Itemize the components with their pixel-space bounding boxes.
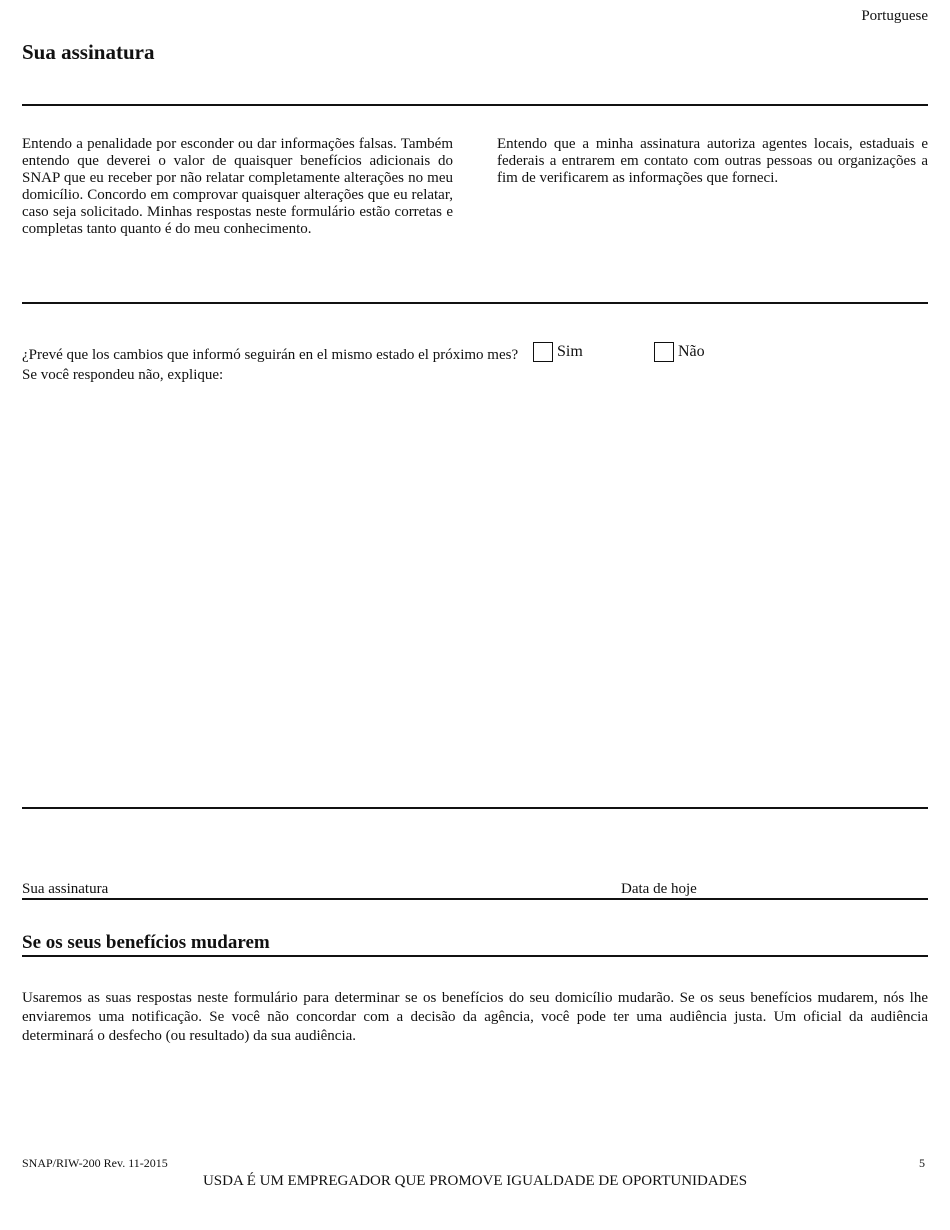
page-title: Sua assinatura (22, 40, 155, 64)
date-field[interactable] (702, 879, 928, 899)
signature-line (22, 898, 928, 900)
explain-prompt: Se você respondeu não, explique: (22, 367, 224, 383)
no-label: Não (678, 343, 705, 360)
question-text: ¿Prevé que los cambios que informó seguirán en el mismo estado el próximo mes? (22, 347, 519, 363)
changes-question (22, 342, 928, 366)
benefits-title: Se os seus benefícios mudarem (22, 932, 270, 953)
section-divider (22, 104, 928, 106)
form-id: SNAP/RIW-200 Rev. 11-2015 (22, 1156, 168, 1170)
authorization-statement: Entendo que a minha assinatura autoriza agentes locais, estaduais e federais a entrarem em contato com outras pessoas ou organizações a fim de verificarem as informações que forneci. (497, 136, 928, 186)
option-no[interactable] (654, 342, 705, 362)
option-yes[interactable] (533, 342, 583, 362)
benefits-notice: Usaremos as suas respostas neste formulário para determinar se os benefícios do seu domicílio mudarão. Se os seus benefícios mudarem, nós lhe enviaremos uma notificação. Se você não concordar com a decisão da agência, você pode ter uma audiência justa. Um oficial da audiência determinará o desfecho (ou resultado) da sua audiência. (22, 990, 928, 1044)
section-divider (22, 955, 928, 957)
section-divider (22, 302, 928, 304)
section-divider (22, 807, 928, 809)
language-label: Portuguese (861, 8, 928, 24)
date-label: Data de hoje (621, 881, 697, 897)
page-number: 5 (919, 1156, 925, 1170)
yes-label: Sim (557, 343, 583, 360)
penalty-statement: Entendo a penalidade por esconder ou dar informações falsas. Também entendo que deverei o valor de quaisquer benefícios adicionais do SNAP que eu receber por não relatar completamente alterações no meu domicílio. Concordo em comprovar quaisquer alterações que eu relatar, caso seja solicitado. Minhas respostas neste formulário estão corretas e completas tanto quanto é do meu conhecimento. (22, 136, 453, 237)
signature-field[interactable] (112, 879, 612, 899)
yes-checkbox[interactable] (533, 342, 553, 362)
signature-label: Sua assinatura (22, 881, 109, 897)
explanation-area[interactable] (22, 388, 928, 800)
equal-opportunity-statement: USDA É UM EMPREGADOR QUE PROMOVE IGUALDADE DE OPORTUNIDADES (202, 1173, 748, 1189)
no-checkbox[interactable] (654, 342, 674, 362)
